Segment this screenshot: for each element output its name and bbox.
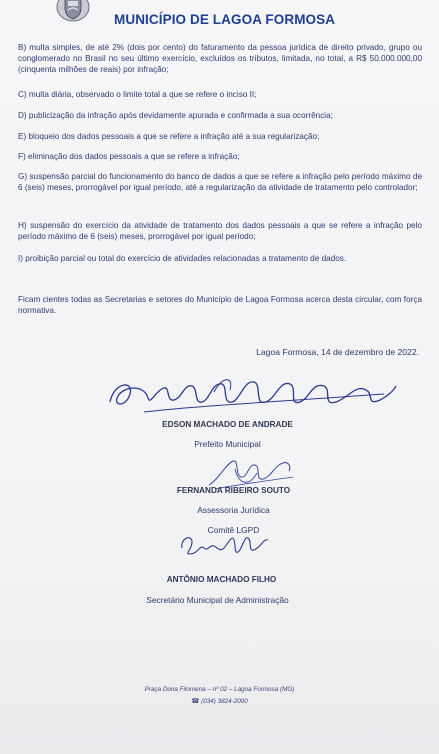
penalty-item-c: C) multa diária, observado o limite total a que se refere o inciso II; (18, 90, 257, 99)
signer-1-name: EDSON MACHADO DE ANDRADE (162, 420, 293, 429)
signer-1-role: Prefeito Municipal (194, 439, 261, 449)
penalty-item-g: G) suspensão parcial do funcionamento do banco de dados a que se refere a infração pelo período máximo de 6 (seis) meses, prorrogável por igual período, até a regularização da atividade de tratamento pelo controlador; (18, 172, 422, 193)
footer-address: Praça Dona Filomena – nº 02 – Lagoa Formosa (MG) (144, 686, 295, 693)
penalty-item-f: F) eliminação dos dados pessoais a que se refere a infração; (18, 152, 240, 161)
handwritten-signature-1 (104, 372, 400, 420)
penalty-item-b: B) multa simples, de até 2% (dois por cento) do faturamento da pessoa jurídica de direito privado, grupo ou conglomerado no Brasil no seu último exercício, excluídos os tributos, limitada, no total, a R$ 50.000.000,00 (cinquenta milhões de reais) por infração; (18, 43, 422, 75)
signer-3-name-wrapper (2, 569, 439, 587)
closing-paragraph: Ficam cientes todas as Secretarias e setores do Município de Lagoa Formosa acerca desta circular, com força normativa. (18, 295, 422, 316)
municipal-coat-of-arms-icon (56, 0, 90, 22)
penalty-item-h: H) suspensão do exercício da atividade de tratamento dos dados pessoais a que se refere a infração pelo período máximo de 6 (seis) meses, prorrogável por igual período; (18, 221, 422, 242)
signer-1-name-wrapper (8, 414, 439, 432)
signer-2-role-wrapper (14, 500, 439, 518)
signer-1-role-wrapper (8, 434, 439, 452)
signer-2-role: Assessoria Jurídica (197, 505, 270, 515)
penalty-item-i: I) proibição parcial ou total do exercício de atividades relacionadas a tratamento de dados. (18, 254, 347, 263)
signer-2-name: FERNANDA RIBEIRO SOUTO (176, 486, 291, 495)
telephone-icon: ☎ (191, 698, 200, 705)
signer-3-role: Secretário Municipal de Administração (146, 595, 289, 605)
signer-3-role-wrapper (0, 590, 437, 608)
footer-phone-line (0, 697, 439, 705)
penalty-item-e: E) bloqueio dos dados pessoais a que se refere a infração até a sua regularização; (18, 132, 320, 141)
handwritten-signature-3 (178, 530, 270, 560)
date-line: Lagoa Formosa, 14 de dezembro de 2022. (256, 347, 419, 357)
signer-2-name-wrapper (14, 480, 439, 498)
municipality-title: MUNICÍPIO DE LAGOA FORMOSA (114, 12, 336, 27)
letterhead (0, 0, 439, 36)
footer-phone: (034) 3824-2000 (201, 698, 248, 705)
signer-3-name: ANTÔNIO MACHADO FILHO (166, 575, 277, 584)
signer-2-committee: Comitê LGPD (207, 525, 260, 535)
penalty-item-d: D) publicização da infração após devidamente apurada e confirmada a sua ocorrência; (18, 111, 333, 120)
